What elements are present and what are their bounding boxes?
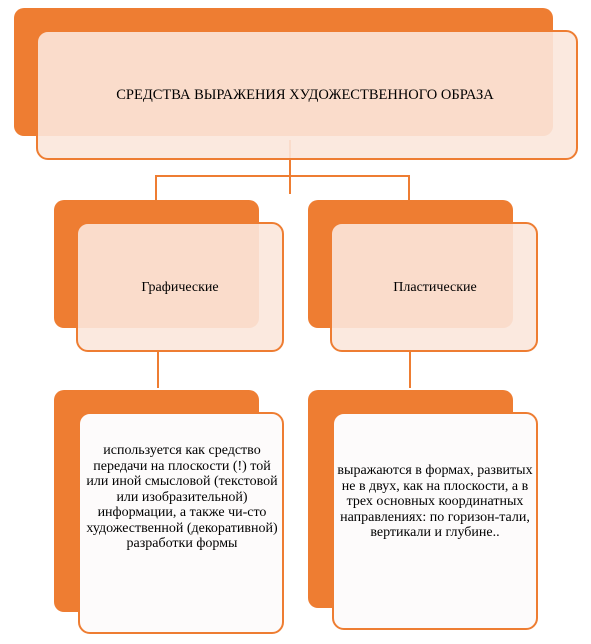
connector-right-down [409,352,411,388]
connector-right-branch [408,175,410,200]
connector-left-branch [155,175,157,200]
root-node-title: СРЕДСТВА ВЫРАЖЕНИЯ ХУДОЖЕСТВЕННОГО ОБРАЗА [116,87,494,103]
left-description-text: используется как средство передачи на плоскости (!) той или иной смысловой (текстовой или изобразительной) информации, а также чи-сто художественной (декоративной) разработки формы [86,443,278,551]
connector-left-down [157,352,159,388]
left-category-title: Графические [141,280,219,295]
right-category-title: Пластические [393,280,477,295]
connector-horizontal [155,175,410,177]
right-description-text: выражаются в формах, развитых не в двух, как на плоскости, а в трех основных координатных направлениях: по горизон-тали, вертикали и глубине.. [337,463,533,540]
